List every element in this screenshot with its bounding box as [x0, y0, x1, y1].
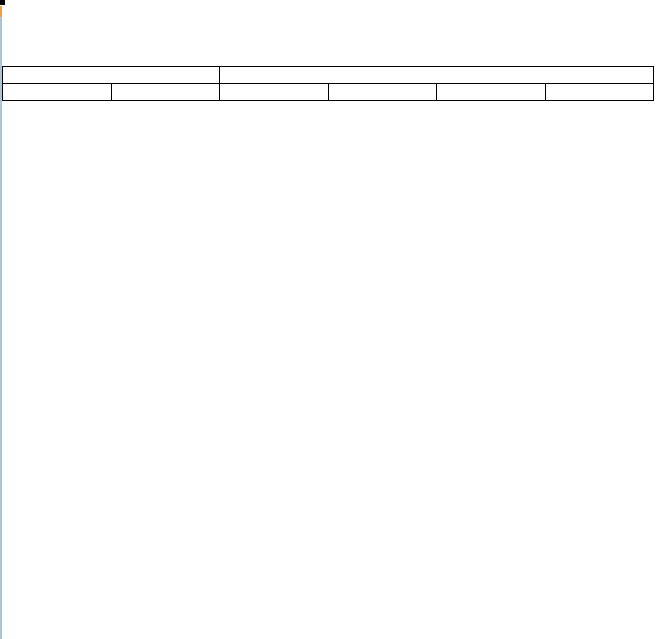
fill-handle[interactable] — [0, 0, 6, 6]
col-header-total[interactable] — [328, 84, 437, 101]
budget-table — [2, 66, 654, 101]
selected-cell-marquee[interactable] — [0, 0, 4, 4]
expense-group-header[interactable] — [220, 67, 654, 84]
col-header-income-item[interactable] — [3, 84, 112, 101]
column-header-row — [3, 84, 654, 101]
col-header-func-item[interactable] — [437, 84, 546, 101]
col-header-econ-item[interactable] — [220, 84, 329, 101]
group-header-row — [3, 67, 654, 84]
col-header-func-budget[interactable] — [545, 84, 654, 101]
col-header-income-budget[interactable] — [111, 84, 220, 101]
income-group-header[interactable] — [3, 67, 220, 84]
